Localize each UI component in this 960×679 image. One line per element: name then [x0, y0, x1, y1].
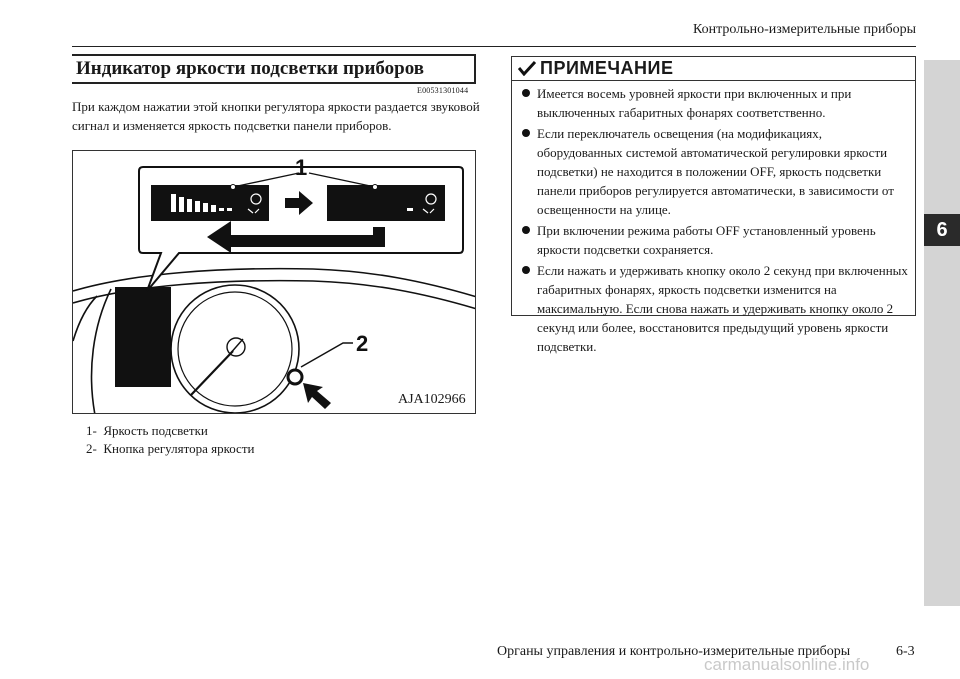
brightness-level-min — [407, 208, 413, 211]
brightness-knob-icon — [288, 370, 302, 384]
multi-display — [115, 287, 171, 387]
note-item — [520, 261, 910, 356]
note-item-text: Если нажать и удерживать кнопку около 2 секунд при включенных габаритных фонарях, яркость подсветки изменится на максимальную. Если снова нажать и удерживать кнопку около 2 секунд или более, восстановится предыдущий уровень яркости подсветки. — [537, 263, 908, 354]
site-watermark: carmanualsonline.info — [704, 655, 870, 674]
display-before — [151, 185, 269, 221]
page-number: 6-3 — [896, 644, 915, 659]
callout-2-leader — [301, 343, 353, 367]
chapter-tab-strip — [924, 60, 960, 606]
gauge-needle-hub — [191, 338, 245, 395]
chapter-tab-number[interactable]: 6 — [924, 214, 960, 246]
note-item-text: При включении режима работы OFF установленный уровень яркости подсветки сохраняется. — [537, 223, 876, 257]
legend-item-1 — [86, 423, 208, 439]
bullet-icon — [522, 226, 530, 234]
note-item-text: Имеется восемь уровней яркости при включенных и при выключенных габаритных фонарях соответственно. — [537, 86, 852, 120]
header-divider — [72, 46, 916, 47]
note-item — [520, 124, 910, 219]
legend-item-2 — [86, 441, 254, 457]
bullet-icon — [522, 129, 530, 137]
legend-text: Яркость подсветки — [103, 423, 208, 438]
note-item-text: Если переключатель освещения (на модификациях, оборудованных системой автоматической регулировки яркости подсветки) не находится в положении OFF, яркость подсветки панели приборов регулируется автоматически, в зависимости от освещенности на улице. — [537, 126, 894, 217]
bullet-icon — [522, 266, 530, 274]
note-list — [520, 84, 910, 358]
footer-chapter-title: Органы управления и контрольно-измерительные приборы — [497, 644, 851, 659]
section-code: E00531301044 — [417, 86, 469, 95]
callout-2-label: 2 — [356, 331, 369, 356]
legend-number: 1- — [86, 423, 97, 438]
figure-code: AJA102966 — [398, 392, 466, 407]
note-item — [520, 84, 910, 122]
note-item — [520, 221, 910, 259]
note-header-divider — [511, 80, 916, 81]
section-title: Индикатор яркости подсветки приборов — [76, 58, 425, 79]
callout-1-dot-right — [373, 185, 378, 190]
note-title: ПРИМЕЧАНИЕ — [540, 58, 674, 78]
illustration-drawing — [73, 151, 476, 414]
bullet-icon — [522, 89, 530, 97]
press-arrow-icon — [303, 383, 331, 409]
instrument-illustration — [72, 150, 476, 414]
callout-1-label: 1 — [295, 155, 308, 180]
legend-number: 2- — [86, 441, 97, 456]
intro-paragraph: При каждом нажатии этой кнопки регулятора яркости раздается звуковой сигнал и изменяется яркость подсветки панели приборов. — [72, 99, 480, 133]
check-icon — [518, 60, 536, 76]
legend-text: Кнопка регулятора яркости — [103, 441, 255, 456]
callout-1-dot-left — [231, 185, 236, 190]
running-header: Контрольно-измерительные приборы — [693, 22, 916, 37]
